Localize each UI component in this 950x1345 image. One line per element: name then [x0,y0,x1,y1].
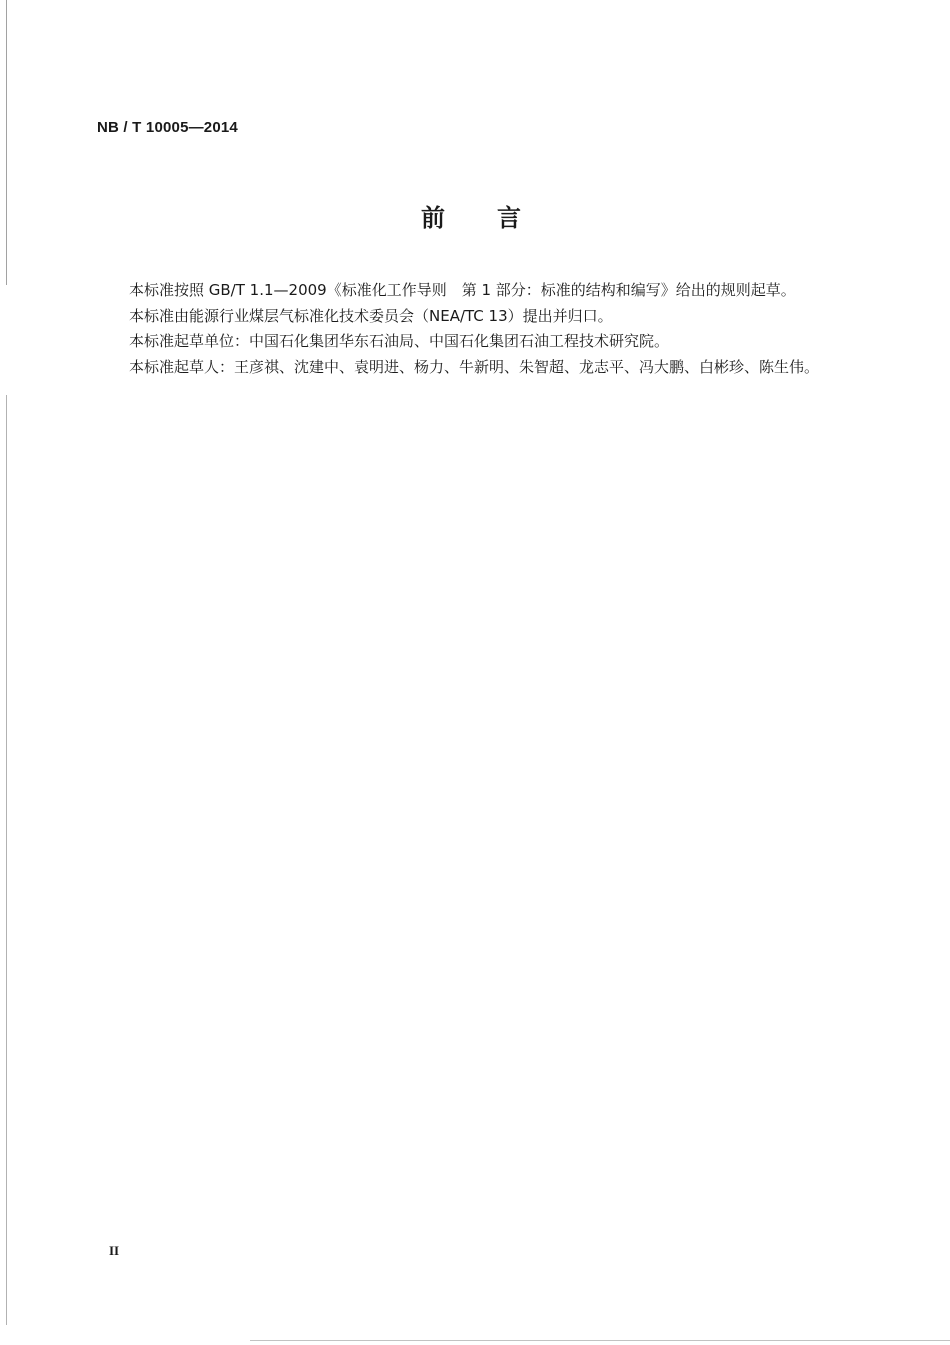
scan-edge-line [250,1340,950,1341]
paragraph-drafting-units: 本标准起草单位：中国石化集团华东石油局、中国石化集团石油工程技术研究院。 [129,332,670,350]
section-title: 前言 [421,204,573,232]
scan-edge-line [6,0,7,285]
paragraph-drafters: 本标准起草人：王彦祺、沈建中、袁明进、杨力、牛新明、朱智超、龙志平、冯大鹏、白彬珍、陈生伟。 [129,357,820,376]
paragraph-drafting-rules: 本标准按照 GB/T 1.1—2009《标准化工作导则 第 1 部分：标准的结构和编写》给出的规则起草。 [129,281,796,299]
scan-edge-line [6,395,7,1325]
paragraph-proposer: 本标准由能源行业煤层气标准化技术委员会（NEA/TC 13）提出并归口。 [129,306,613,325]
document-code: NB / T 10005—2014 [97,119,238,136]
foreword-body [96,278,866,380]
page-number: II [109,1243,120,1258]
